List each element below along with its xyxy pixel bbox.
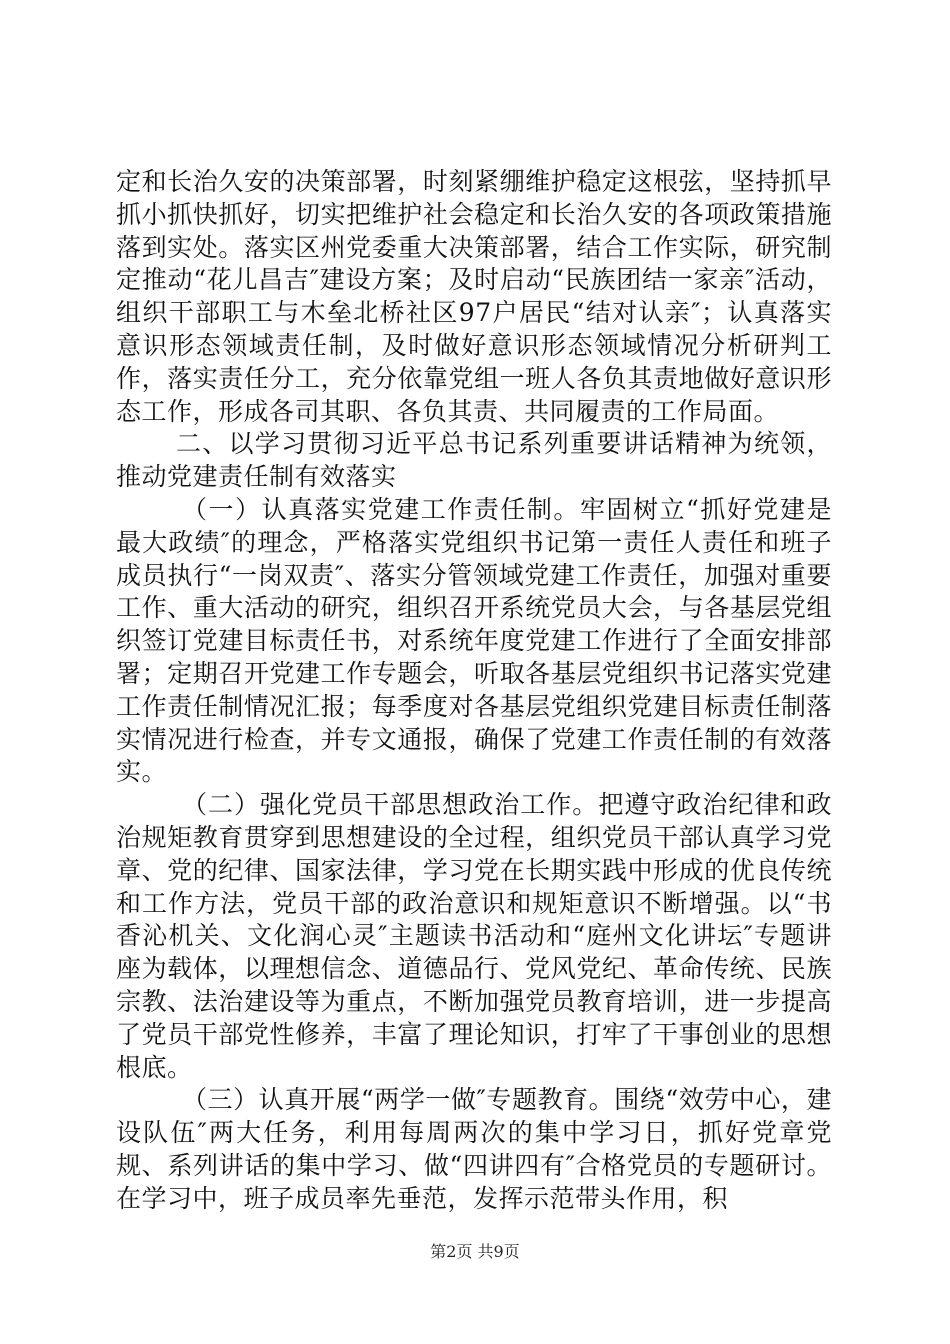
paragraph-subsection-1: （一）认真落实党建工作责任制。牢固树立“抓好党建是最大政绩″的理念，严格落实党组织书记第一责任人责任和班子成员执行“一岗双责″、落实分管领域党建工作责任，加强对重要工作、重大活动的研究，组织召开系统党员大会，与各基层党组织签订党建目标责任书，对系统年度党建工作进行了全面安排部署；定期召开党建工作专题会，听取各基层党组织书记落实党建工作责任制情况汇报；每季度对各基层党组织党建目标责任制落实情况进行检查，并专文通报，确保了党建工作责任制的有效落实。 xyxy=(116,494,832,787)
paragraph-1: 定和长治久安的决策部署，时刻紧绷维护稳定这根弦，坚持抓早抓小抓快抓好，切实把维护社会稳定和长治久安的各项政策措施落到实处。落实区州党委重大决策部署，结合工作实际，研究制定推动“花儿昌吉″建设方案；及时启动“民族团结一家亲″活动，组织干部职工与木垒北桥社区97户居民“结对认亲″；认真落实意识形态领域责任制，及时做好意识形态领域情况分析研判工作，落实责任分工，充分依靠党组一班人各负其责地做好意识形态工作，形成各司其职、各负其责、共同履责的工作局面。 xyxy=(116,167,832,426)
paragraph-subsection-3: （三）认真开展“两学一做″专题教育。围绕“效劳中心，建设队伍″两大任务，利用每周两次的集中学习日，抓好党章党规、系列讲话的集中学习、做“四讲四有″合格党员的专题研讨。在学习中，班子成员率先垂范，发挥示范带头作用，积 xyxy=(116,1085,832,1213)
paragraph-subsection-2: （二）强化党员干部思想政治工作。把遵守政治纪律和政治规矩教育贯穿到思想建设的全过程，组织党员干部认真学习党章、党的纪律、国家法律，学习党在长期实践中形成的优良传统和工作方法，党员干部的政治意识和规矩意识不断增强。以“书香沁机关、文化润心灵″主题读书活动和“庭州文化讲坛″专题讲座为载体，以理想信念、道德品行、党风党纪、革命传统、民族宗教、法治建设等为重点，不断加强党员教育培训，进一步提高了党员干部党性修养，丰富了理论知识，打牢了干事创业的思想根底。 xyxy=(116,790,832,1082)
document-body xyxy=(116,166,832,1216)
section-heading-2: 二、以学习贯彻习近平总书记系列重要讲话精神为统领，推动党建责任制有效落实 xyxy=(116,429,832,492)
page-number-footer: 第2页 共9页 xyxy=(430,1242,520,1261)
